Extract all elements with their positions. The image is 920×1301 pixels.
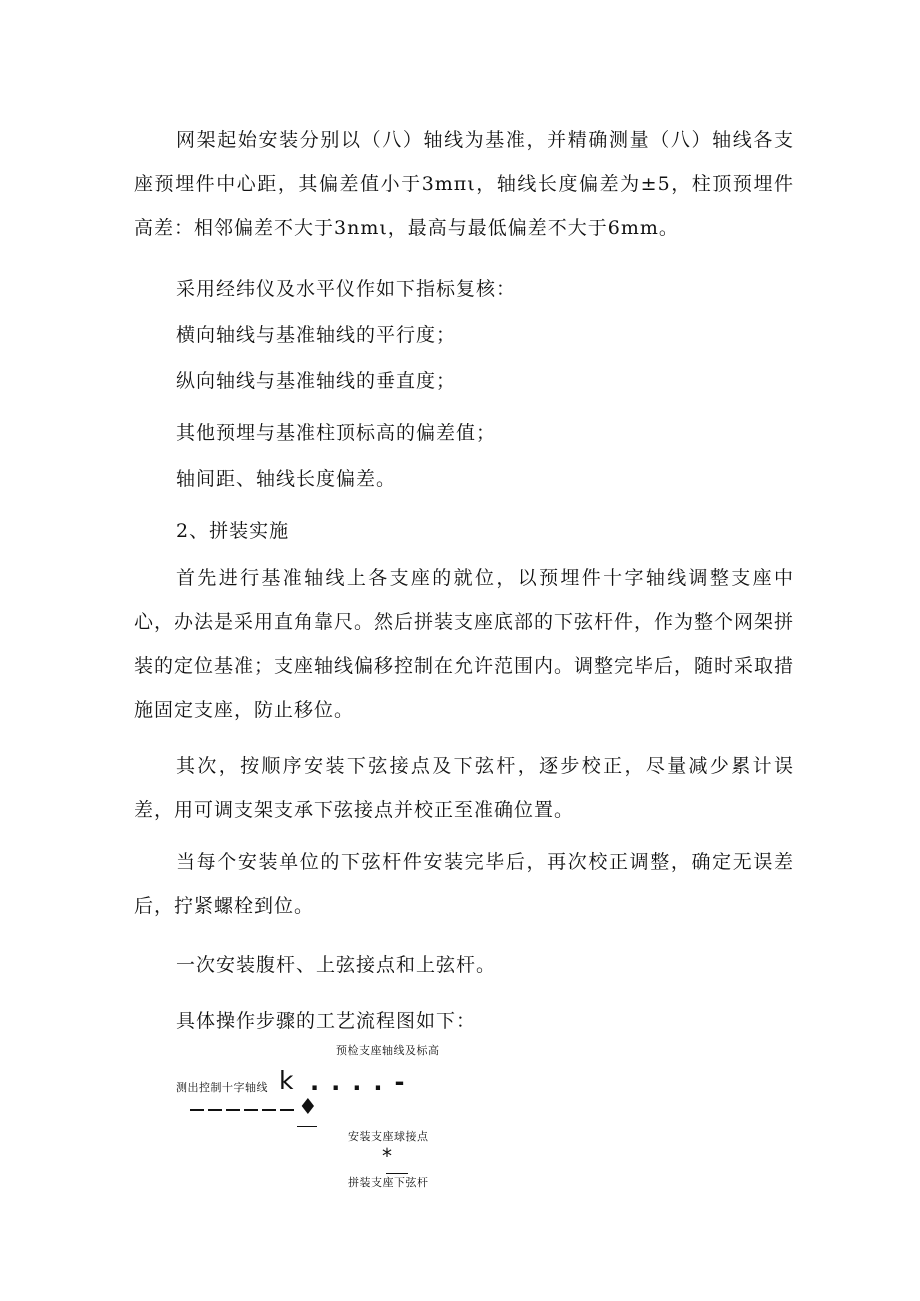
list-item-parallelism: 横向轴线与基准轴线的平行度； [176,324,457,346]
paragraph-recheck-intro: 采用经纬仪及水平仪作如下指标复核： [176,278,517,300]
paragraph-flowchart-intro: 具体操作步骤的工艺流程图如下： [176,1010,477,1032]
flow-connector-dash [226,1109,240,1111]
paragraph-baseline-survey: 网架起始安装分别以（八）轴线为基准，并精确测量（八）轴线各支座预埋件中心距，其偏差值小于3mπι，轴线长度偏差为±5，柱顶预埋件高差：相邻偏差不大于3nmι，最高与最低偏差不大于6mm。 [134,129,794,239]
section-heading-assembly: 2、拼装实施 [176,520,290,542]
flow-connector-dash [262,1109,276,1111]
flow-connector-underline [297,1126,317,1127]
flow-mark-k: k [279,1066,294,1095]
list-item-elevation-deviation: 其他预埋与基准柱顶标高的偏差值； [176,422,497,444]
flow-step-lower-chord: 拼装支座下弦杆 [348,1176,429,1189]
flow-step-precheck: 预检支座轴线及标高 [336,1044,440,1057]
paragraph-web-members: 一次安装腹杆、上弦接点和上弦杆。 [176,954,497,976]
paragraph-support-positioning: 首先进行基准轴线上各支座的就位，以预埋件十字轴线调整支座中心，办法是采用直角靠尺。然后拼装支座底部的下弦杆件，作为整个网架拼装的定位基准；支座轴线偏移控制在允许范围内。调整完毕后，随时采取措施固定支座，防止移位。 [134,567,795,721]
flow-connector-dash [208,1109,222,1111]
list-item-axis-spacing: 轴间距、轴线长度偏差。 [176,468,397,490]
paragraph-lower-chord-install: 其次，按顺序安装下弦接点及下弦杆，逐步校正，尽量减少累计误差，用可调支架支承下弦接点并校正至准确位置。 [134,755,794,821]
list-item-perpendicularity: 纵向轴线与基准轴线的垂直度； [176,370,457,392]
flow-connector-dash [280,1109,294,1111]
flow-diamond-icon: ♦ [298,1095,318,1120]
paragraph-recalibration: 当每个安装单位的下弦杆件安装完毕后，再次校正调整，确定无误差后，拧紧螺栓到位。 [134,851,794,917]
flow-connector-dash [190,1109,204,1111]
flow-step-control-axis: 测出控制十字轴线 [176,1081,268,1094]
flow-mark-dots: ....- [310,1068,417,1096]
flow-step-ball-joint: 安装支座球接点 [348,1130,429,1143]
flow-star-icon: * [382,1144,392,1168]
flow-connector-dash [244,1109,258,1111]
